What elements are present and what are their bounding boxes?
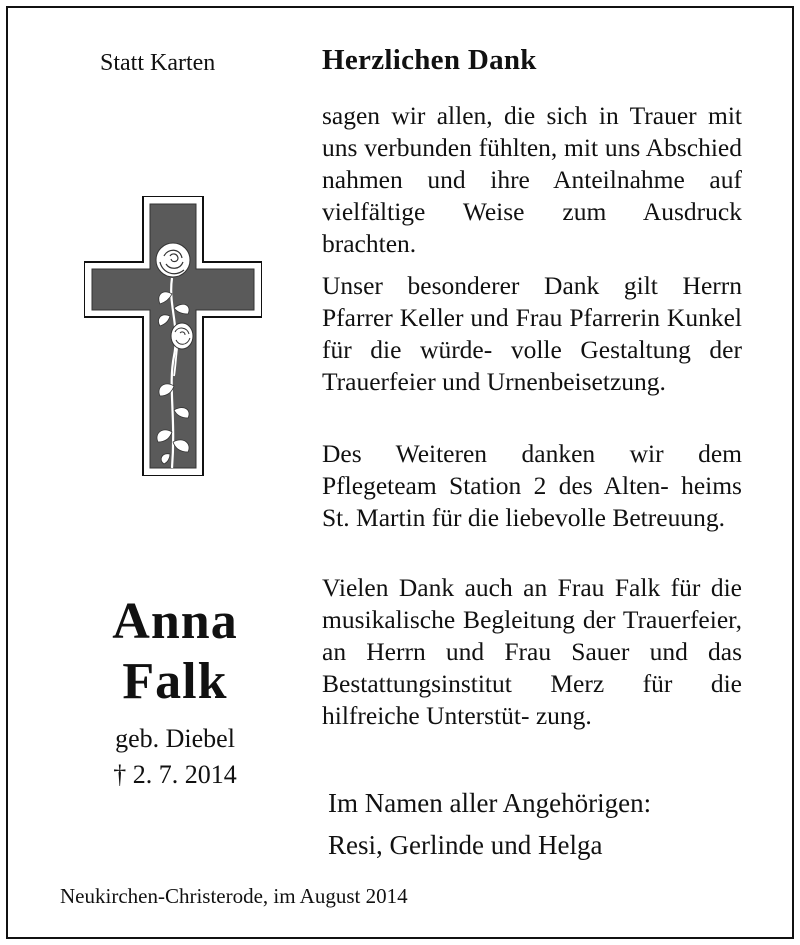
thanks-paragraph-4: Vielen Dank auch an Frau Falk für die musikalische Begleitung der Trauerfeier, an Herrn und Frau Sauer und das Bestattungsinstitut Merz für die hilfreiche Unterstüt- zung. xyxy=(322,573,742,730)
notice-title: Herzlichen Dank xyxy=(322,44,537,76)
signature-names: Resi, Gerlinde und Helga xyxy=(328,830,603,860)
thanks-paragraph-3: Des Weiteren danken wir dem Pflegeteam Station 2 des Alten- heims St. Martin für die liebevolle Betreuung. xyxy=(322,439,742,532)
signature-intro: Im Namen aller Angehörigen: xyxy=(328,788,652,818)
deceased-first-name: Anna xyxy=(112,593,238,650)
deceased-last-name: Falk xyxy=(122,653,228,710)
statt-karten-label: Statt Karten xyxy=(100,50,216,76)
thanks-paragraph-1: sagen wir allen, die sich in Trauer mit uns verbunden fühlten, mit uns Abschied nahmen und ihre Anteilnahme auf vielfältige Weise zum Ausdruck brachten. xyxy=(322,101,742,258)
thanks-paragraph-2: Unser besonderer Dank gilt Herrn Pfarrer Keller und Frau Pfarrerin Kunkel für die würde- volle Gestaltung der Trauerfeier und Urnenbeisetzung. xyxy=(322,271,742,396)
place-and-date: Neukirchen-Christerode, im August 2014 xyxy=(60,884,408,908)
deceased-birth-name: geb. Diebel xyxy=(115,724,235,753)
cross-with-roses-icon xyxy=(84,196,262,476)
deceased-death-date: † 2. 7. 2014 xyxy=(113,760,237,789)
